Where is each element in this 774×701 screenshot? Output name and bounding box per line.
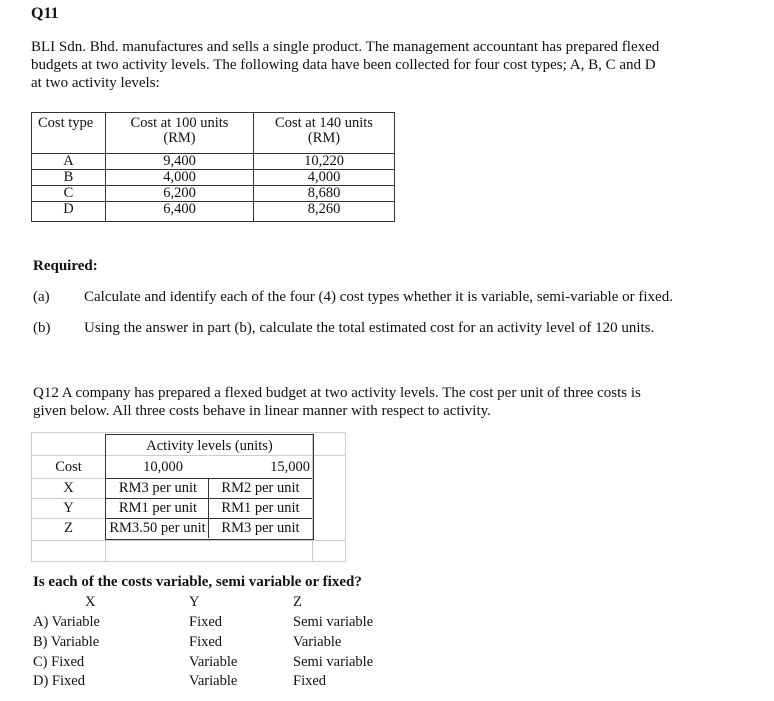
option-b-z: Variable <box>293 634 342 650</box>
q11-header-cost-140 <box>254 113 395 154</box>
q11-intro-line-3: at two activity levels: <box>31 75 160 91</box>
option-c: C) Fixed <box>33 654 85 670</box>
y-level-2: RM1 per unit <box>221 500 300 516</box>
x-level-1: RM3 per unit <box>118 480 198 496</box>
cost-label-z: Z <box>64 520 73 536</box>
q11-cell: A <box>32 154 106 170</box>
q11-header-cost-140-unit: (RM) <box>307 130 341 146</box>
cost-label-y: Y <box>63 500 74 516</box>
cost-header: Cost <box>55 459 82 475</box>
q11-header-cost-140-label: Cost at 140 units <box>275 115 373 131</box>
q12-intro-line-2: given below. All three costs behave in linear manner with respect to activity. <box>33 403 491 419</box>
col-header-y: Y <box>189 594 200 610</box>
cost-label-x: X <box>63 480 74 496</box>
q12-cost-table <box>31 432 346 562</box>
q11-header-cost-100-unit: (RM) <box>163 130 196 146</box>
q11-header-cost-type: Cost type <box>32 113 106 154</box>
q11-title: Q11 <box>31 5 59 22</box>
q12-question: Is each of the costs variable, semi variable or fixed? <box>33 574 362 590</box>
option-a: A) Variable <box>33 614 100 630</box>
q11-intro <box>31 38 659 92</box>
q12-intro-line-1: Q12 A company has prepared a flexed budget at two activity levels. The cost per unit of three costs is <box>33 385 641 401</box>
part-b-text: Using the answer in part (b), calculate the total estimated cost for an activity level of 120 units. <box>84 320 655 336</box>
q12-intro <box>33 384 641 420</box>
q11-table-row <box>32 186 395 202</box>
q11-cell: D <box>32 202 106 222</box>
q11-cell: 6,400 <box>106 202 254 222</box>
cost-row-divider <box>32 518 105 519</box>
q11-table-header-row <box>32 113 395 154</box>
option-d-y: Variable <box>189 673 238 689</box>
activity-levels-header: Activity levels (units) <box>146 438 273 454</box>
cost-row-divider <box>32 498 105 499</box>
part-b-label: (b) <box>33 320 51 336</box>
q11-cell: 4,000 <box>254 170 395 186</box>
q11-cost-table <box>31 112 395 222</box>
q11-intro-line-1: BLI Sdn. Bhd. manufactures and sells a single product. The management accountant has prepared flexed <box>31 39 660 55</box>
q11-header-cost-100-label: Cost at 100 units <box>130 115 229 131</box>
part-a-text: Calculate and identify each of the four (4) cost types whether it is variable, semi-variable or fixed. <box>84 289 673 305</box>
cost-row-divider <box>32 478 105 479</box>
q11-cell: 8,260 <box>254 202 395 222</box>
option-d-z: Fixed <box>293 673 327 689</box>
q11-table-row <box>32 170 395 186</box>
q11-cell: 4,000 <box>106 170 254 186</box>
z-level-2: RM3 per unit <box>221 520 300 536</box>
option-d: D) Fixed <box>33 673 85 689</box>
activity-row-divider <box>106 498 312 499</box>
option-c-z: Semi variable <box>293 654 374 670</box>
option-c-y: Variable <box>189 654 238 670</box>
q11-cell: B <box>32 170 106 186</box>
level-2-header: 15,000 <box>270 459 310 475</box>
y-level-1: RM1 per unit <box>118 500 198 516</box>
option-a-z: Semi variable <box>293 614 374 630</box>
q11-cell: 9,400 <box>106 154 254 170</box>
q11-cell: 6,200 <box>106 186 254 202</box>
col-header-z: Z <box>293 594 302 610</box>
option-b-y: Fixed <box>189 634 223 650</box>
z-level-1: RM3.50 per unit <box>109 520 206 536</box>
col-header-x: X <box>85 594 96 610</box>
q11-cell: C <box>32 186 106 202</box>
activity-row-divider <box>106 478 312 479</box>
q11-table-row <box>32 154 395 170</box>
x-level-2: RM2 per unit <box>221 480 300 496</box>
required-label: Required: <box>33 258 98 274</box>
option-a-y: Fixed <box>189 614 223 630</box>
q11-header-cost-100 <box>106 113 254 154</box>
q11-cell: 10,220 <box>254 154 395 170</box>
q11-cell: 8,680 <box>254 186 395 202</box>
q11-table-row <box>32 202 395 222</box>
q11-intro-line-2: budgets at two activity levels. The following data have been collected for four cost types; A, B, C and D <box>31 57 656 73</box>
part-a-label: (a) <box>33 289 50 305</box>
activity-row-divider <box>106 518 312 519</box>
level-1-header: 10,000 <box>143 459 183 475</box>
option-b: B) Variable <box>33 634 100 650</box>
grid-line <box>32 540 345 541</box>
